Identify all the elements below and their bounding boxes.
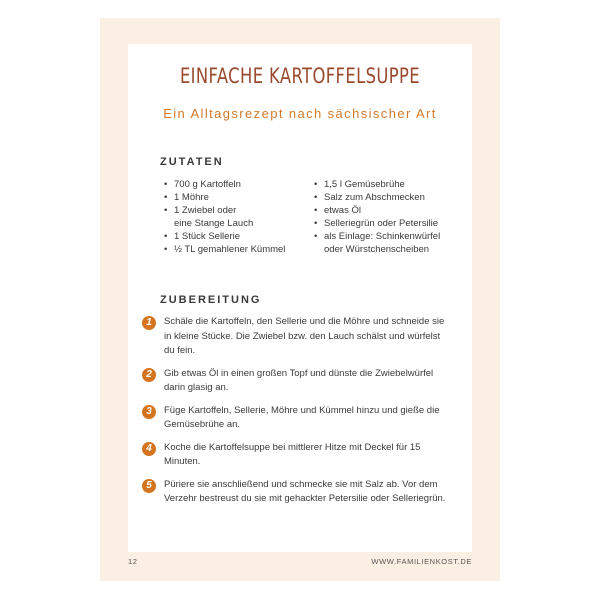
ingredients-right-column (314, 178, 474, 256)
preparation-steps (142, 315, 452, 507)
ingredient-item: • als Einlage: Schinkenwürfel oder Würstchenscheiben (314, 230, 474, 256)
step-text: Püriere sie anschließend und schmecke sie mit Salz ab. Vor dem Verzehr bestreust du sie mit gehackter Petersilie oder Selleriegrün. (164, 478, 446, 504)
step-number-badge: 1 (142, 316, 156, 330)
step-item (142, 404, 452, 433)
ingredient-item: • Selleriegrün oder Petersilie (314, 217, 474, 230)
ingredient-item: • ½ TL gemahlener Kümmel (164, 243, 314, 256)
recipe-title: EINFACHE KARTOFFELSUPPE (179, 64, 421, 88)
step-item (142, 367, 452, 396)
step-item (142, 441, 452, 470)
page-number: 12 (128, 557, 138, 566)
ingredients-heading: ZUTATEN (160, 156, 224, 168)
step-number-badge: 5 (142, 479, 156, 493)
ingredient-item: • 700 g Kartoffeln (164, 178, 314, 191)
ingredient-item: • etwas Öl (314, 204, 474, 217)
step-text: Schäle die Kartoffeln, den Sellerie und die Möhre und schneide sie in kleine Stücke. Die Zwiebel bzw. den Lauch schälst und würfelst du fein. (164, 316, 445, 356)
step-item (142, 478, 452, 507)
preparation-heading: ZUBEREITUNG (160, 294, 262, 306)
step-number-badge: 2 (142, 368, 156, 382)
step-text: Füge Kartoffeln, Sellerie, Möhre und Kümmel hinzu und gieße die Gemüsebrühe an. (164, 404, 440, 430)
step-text: Koche die Kartoffelsuppe bei mittlerer Hitze mit Deckel für 15 Minuten. (164, 441, 421, 467)
step-item (142, 315, 452, 359)
ingredient-item: • 1 Stück Sellerie (164, 230, 314, 243)
recipe-subtitle: Ein Alltagsrezept nach sächsischer Art (163, 106, 437, 121)
website-link[interactable]: WWW.FAMILIENKOST.DE (371, 557, 472, 566)
step-number-badge: 4 (142, 442, 156, 456)
ingredient-item: • 1 Zwiebel oder eine Stange Lauch (164, 204, 314, 230)
ingredient-item: • Salz zum Abschmecken (314, 191, 474, 204)
ingredient-item: • 1 Möhre (164, 191, 314, 204)
ingredients-left-column (164, 178, 314, 256)
ingredient-item: • 1,5 l Gemüsebrühe (314, 178, 474, 191)
step-text: Gib etwas Öl in einen großen Topf und dünste die Zwiebelwürfel darin glasig an. (164, 367, 434, 393)
step-number-badge: 3 (142, 405, 156, 419)
